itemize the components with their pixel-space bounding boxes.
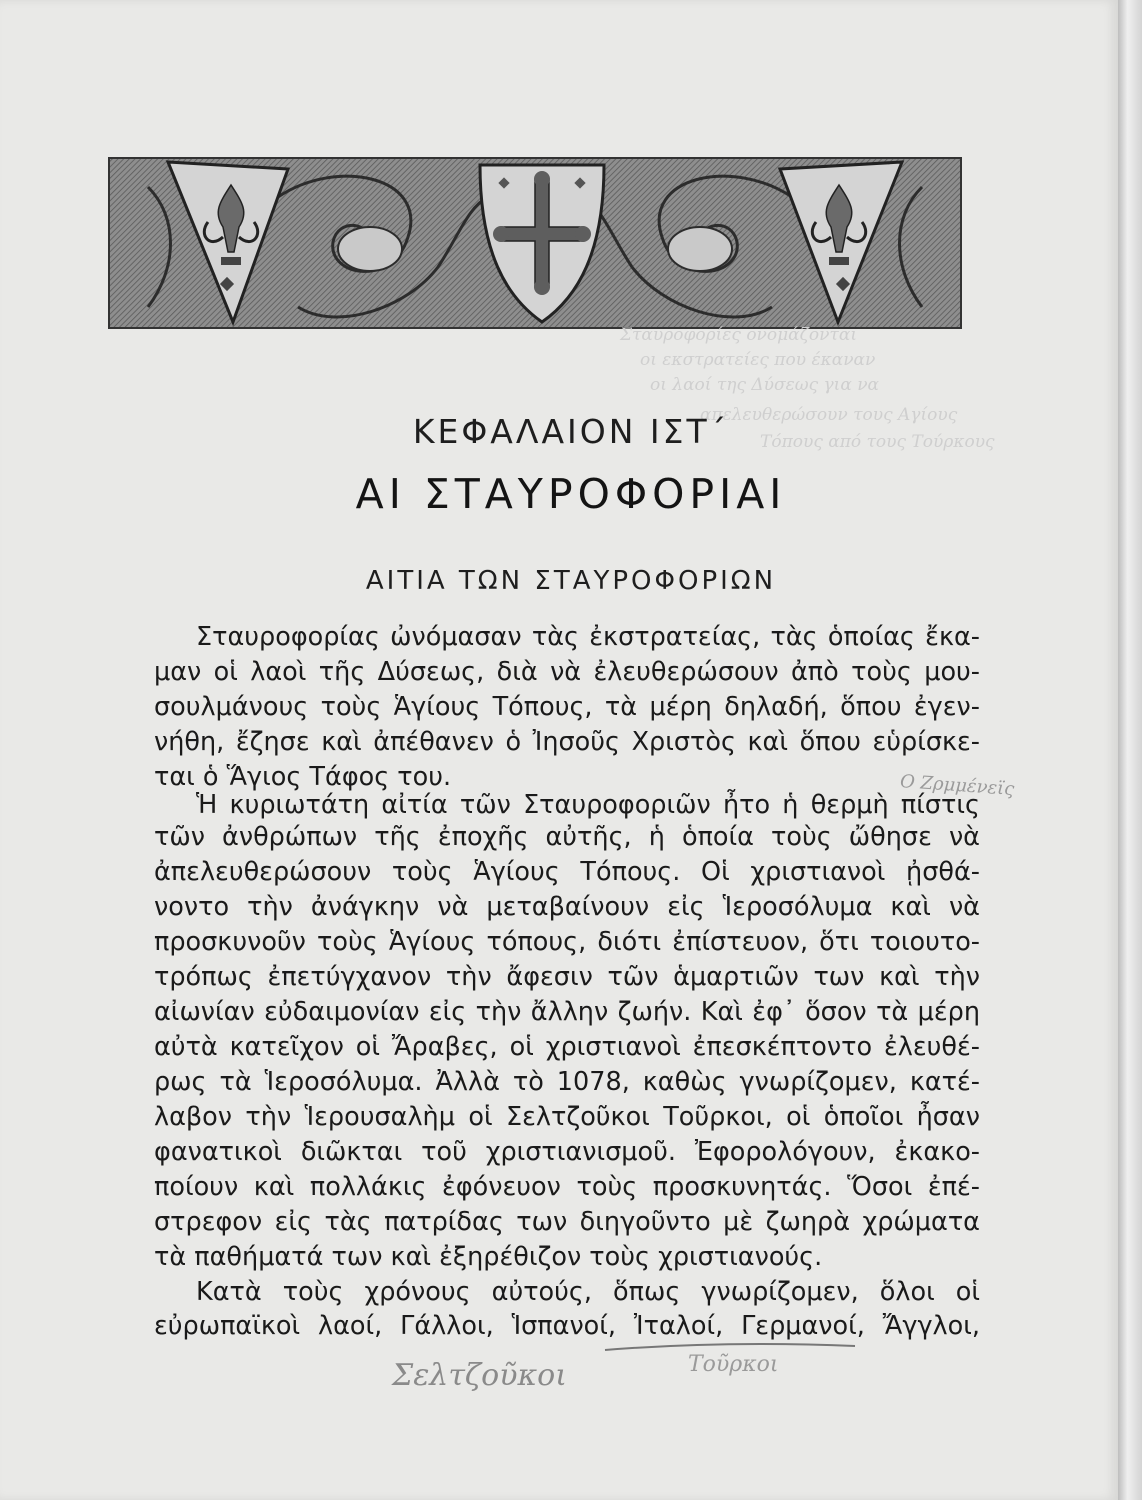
- body-line: αὐτὰ κατεῖχον οἱ Ἄραβες, οἱ χριστιανοὶ ἐπεσκέπτοντο ἐλευθέ-: [154, 1032, 980, 1062]
- body-line: ρως τὰ Ἱεροσόλυμα. Ἀλλὰ τὸ 1078, καθὼς γνωρίζομεν, κατέ-: [154, 1067, 980, 1097]
- body-line: νήθη, ἔζησε καὶ ἀπέθανεν ὁ Ἰησοῦς Χριστὸς καὶ ὅπου εὑρίσκε-: [154, 727, 980, 757]
- body-line: Κατὰ τοὺς χρόνους αὐτούς, ὅπως γνωρίζομεν, ὅλοι οἱ: [196, 1277, 980, 1307]
- body-line: τῶν ἀνθρώπων τῆς ἐποχῆς αὐτῆς, ἡ ὁποία τοὺς ὤθησε νὰ: [154, 822, 980, 852]
- body-line: σουλμάνους τοὺς Ἁγίους Τόπους, τὰ μέρη δηλαδή, ὅπου ἐγεν-: [154, 692, 980, 722]
- body-line: μαν οἱ λαοὶ τῆς Δύσεως, διὰ νὰ ἐλευθερώσουν ἀπὸ τοὺς μου-: [154, 657, 980, 687]
- faint-bleedthrough-note: απελευθερώσουν τους Αγίους: [700, 405, 958, 425]
- body-line: Ἡ κυριωτάτη αἰτία τῶν Σταυροφοριῶν ἦτο ἡ θερμὴ πίστις: [196, 790, 980, 820]
- body-line: Σταυροφορίας ὠνόμασαν τὰς ἐκστρατείας, τὰς ὁποίας ἔκα-: [196, 622, 980, 652]
- ornament-illustration: [108, 157, 962, 329]
- decorative-banner: [108, 157, 962, 329]
- body-line: ποίουν καὶ πολλάκις ἐφόνευον τοὺς προσκυνητάς. Ὅσοι ἐπέ-: [154, 1172, 980, 1202]
- body-line: ἀπελευθερώσουν τοὺς Ἁγίους Τόπους. Οἱ χριστιανοὶ ᾐσθά-: [154, 857, 980, 887]
- faint-bleedthrough-note: οι εκστρατείες που έκαναν: [640, 350, 876, 370]
- body-line: εὐρωπαϊκοὶ λαοί, Γάλλοι, Ἱσπανοί, Ἰταλοί, Γερμανοί, Ἄγγλοι,: [154, 1311, 980, 1341]
- body-line: προσκυνοῦν τοὺς Ἁγίους τόπους, διότι ἐπίστευον, ὅτι τοιουτο-: [154, 927, 980, 957]
- faint-bleedthrough-note: οι λαοί της Δύσεως για να: [650, 375, 880, 395]
- faint-bleedthrough-note: Τόπους από τους Τούρκους: [760, 432, 995, 452]
- body-line: λαβον τὴν Ἱερουσαλὴμ οἱ Σελτζοῦκοι Τοῦρκοι, οἱ ὁποῖοι ἦσαν: [154, 1102, 980, 1132]
- body-line: νοντο τὴν ἀνάγκην νὰ μεταβαίνουν εἰς Ἱεροσόλυμα καὶ νὰ: [154, 892, 980, 922]
- body-line: ται ὁ Ἅγιος Τάφος του.: [154, 762, 452, 792]
- chapter-title: ΑΙ ΣΤΑΥΡΟΦΟΡΙΑΙ: [355, 470, 787, 518]
- chapter-heading: ΚΕΦΑΛΑΙΟΝ ΙΣΤ΄: [412, 412, 730, 451]
- handwritten-note: Σελτζοῦκοι: [392, 1358, 567, 1393]
- body-line: στρεφον εἰς τὰς πατρίδας των διηγοῦντο μὲ ζωηρὰ χρώματα: [154, 1207, 980, 1237]
- body-line: αἰωνίαν εὐδαιμονίαν εἰς τὴν ἄλλην ζωήν. Καὶ ἐφ᾽ ὅσον τὰ μέρη: [154, 997, 980, 1027]
- body-line: τὰ παθήματά των καὶ ἐξηρέθιζον τοὺς χριστιανούς.: [154, 1242, 823, 1272]
- handwritten-margin-note: Ο Ζρμμένεϊς: [899, 771, 1015, 800]
- handwritten-note: Τοῦρκοι: [688, 1352, 779, 1377]
- page-edge: [1118, 0, 1142, 1500]
- section-heading: ΑΙΤΙΑ ΤΩΝ ΣΤΑΥΡΟΦΟΡΙΩΝ: [365, 566, 777, 596]
- body-line: τρόπως ἐπετύγχανον τὴν ἄφεσιν τῶν ἁμαρτιῶν των καὶ τὴν: [154, 962, 980, 992]
- faint-bleedthrough-note: Σταυροφορίες ονομάζονται: [620, 325, 857, 345]
- body-line: φανατικοὶ διῶκται τοῦ χριστιανισμοῦ. Ἐφορολόγουν, ἐκακο-: [154, 1137, 980, 1167]
